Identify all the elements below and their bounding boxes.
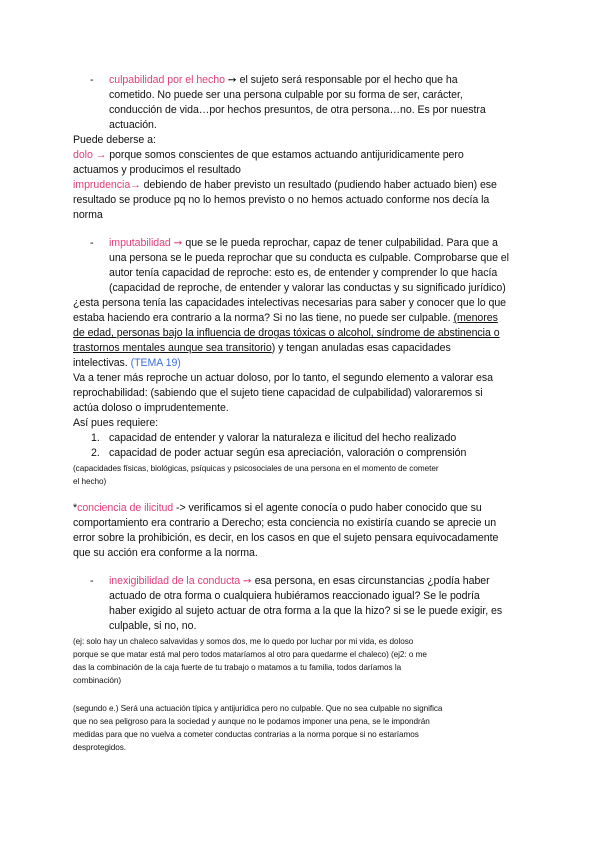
text-span: -> verificamos si el agente conocía o pudo haber conocido que su bbox=[173, 502, 482, 514]
paragraph-line: reprochabilidad: (sabiendo que el sujeto tiene capacidad de culpabilidad) valoraremos si bbox=[73, 387, 483, 399]
bullet-dash: - bbox=[90, 74, 94, 86]
text-span: intelectivas. bbox=[73, 357, 131, 369]
paragraph-line: actuado de otra forma o cualquiera hubiéramos reaccionado igual? Se le podría bbox=[109, 590, 480, 602]
paragraph-line: norma bbox=[73, 209, 103, 221]
paragraph-line bbox=[73, 502, 482, 515]
paragraph-line: autor tenía capacidad de reproche: esto es, de entender y comprender lo que hacía bbox=[109, 267, 498, 279]
text-span: el sujeto será responsable por el hecho que ha bbox=[236, 74, 458, 86]
paragraph-line: ¿esta persona tenía las capacidades intelectivas necesarias para saber y conocer que lo que bbox=[73, 297, 507, 309]
list-item: capacidad de poder actuar según esa apreciación, valoración o comprensión bbox=[109, 447, 467, 459]
paragraph-line: actuación. bbox=[109, 119, 157, 131]
underlined-text: trastornos mentales aunque sea transitorio bbox=[73, 342, 272, 354]
text-span: estaba haciendo era contrario a la norma? Si no las tiene, no puede ser culpable. bbox=[73, 312, 454, 324]
underlined-line: de edad, personas bajo la influencia de drogas tóxicas o alcohol, síndrome de abstinencia o bbox=[73, 327, 500, 339]
paragraph-line bbox=[73, 312, 498, 325]
list-item: capacidad de entender y valorar la naturaleza e ilicitud del hecho realizado bbox=[109, 432, 457, 444]
text-span: esa persona, en esas circunstancias ¿podía haber bbox=[251, 575, 490, 587]
note-line: medidas para que no vuelva a cometer conductas contrarias a la norma porque si no estaríamos bbox=[73, 730, 419, 739]
text-span: ) y tengan anuladas esas capacidades bbox=[271, 342, 451, 354]
paragraph-line: culpable, si no, no. bbox=[109, 620, 197, 632]
paragraph-line: (capacidad de reproche, de entender y valorar las conductas y su significado jurídico) bbox=[109, 282, 506, 294]
arrow-icon: ➙ bbox=[227, 74, 237, 86]
term-inexigibilidad: inexigibilidad de la conducta bbox=[109, 575, 241, 587]
arrow-icon: → bbox=[130, 179, 141, 191]
text-span: que se le pueda reprochar, capaz de tener culpabilidad. Para que a bbox=[182, 237, 498, 249]
text-span: porque somos conscientes de que estamos actuando antijuridicamente pero bbox=[106, 149, 464, 161]
paragraph-line bbox=[73, 149, 464, 162]
paragraph-line: que su acción era conforme a la norma. bbox=[73, 547, 258, 559]
example-line: das la combinación de la caja fuerte de tu trabajo o matamos a tu familia, todos daríamos la bbox=[73, 663, 402, 672]
term-imprudencia: imprudencia bbox=[73, 179, 131, 191]
paragraph-line bbox=[73, 357, 181, 370]
note-line: desprotegidos. bbox=[73, 743, 127, 752]
term-dolo: dolo bbox=[73, 149, 93, 161]
paragraph-line bbox=[109, 237, 498, 250]
list-item-number: 2. bbox=[91, 447, 100, 459]
term-conciencia-ilicitud: conciencia de ilicitud bbox=[77, 502, 174, 514]
note-line: (capacidades físicas, biológicas, psíquicas y psicosociales de una persona en el momento de cometer bbox=[73, 464, 439, 473]
note-line: que no sea peligroso para la sociedad y aunque no le podamos imponer una pena, se le impondrán bbox=[73, 717, 430, 726]
example-line: (ej: solo hay un chaleco salvavidas y somos dos, me lo quedo por luchar por mi vida, es doloso bbox=[73, 637, 414, 646]
list-item-number: 1. bbox=[91, 432, 100, 444]
example-line: combinación) bbox=[73, 676, 122, 685]
paragraph-line: una persona se le pueda reprochar que su conducta es culpable. Comprobarse que el bbox=[109, 252, 509, 264]
paragraph-line: conducción de vida…por hechos presuntos, de otra persona…no. Es por nuestra bbox=[109, 104, 486, 116]
paragraph-line: haber exigido al sujeto actuar de otra forma a la que la hizo? si se le puede exigir, es bbox=[109, 605, 503, 617]
example-line: porque se que matar está mal pero todos mataríamos al otro para quedarme el chaleco) (ej2: o me bbox=[73, 650, 427, 659]
note-line: el hecho) bbox=[73, 477, 107, 486]
underlined-text: (menores bbox=[453, 312, 498, 324]
note-line bbox=[73, 703, 442, 714]
text-span: (segundo e.) bbox=[73, 704, 119, 713]
paragraph-line: Puede deberse a: bbox=[73, 134, 156, 146]
arrow-icon: ➙ bbox=[173, 237, 183, 249]
bullet-dash: - bbox=[90, 575, 94, 587]
paragraph-line bbox=[73, 342, 451, 355]
arrow-icon: ➙ bbox=[242, 575, 252, 587]
paragraph-line: comportamiento era contrario a Derecho; esta conciencia no existiría cuando se aprecie un bbox=[73, 517, 497, 529]
paragraph-line bbox=[109, 74, 458, 87]
paragraph-line: Va a tener más reproche un actuar doloso, por lo tanto, el segundo elemento a valorar esa bbox=[73, 372, 493, 384]
bullet-dash: - bbox=[90, 237, 94, 249]
arrow-icon: → bbox=[95, 149, 107, 161]
paragraph-line: Así pues requiere: bbox=[73, 417, 159, 429]
paragraph-line: actúa doloso o imprudentemente. bbox=[73, 402, 229, 414]
paragraph-line: resultado se produce pq no lo hemos previsto o no hemos actuado conforme nos decía la bbox=[73, 194, 490, 206]
tema-reference: (TEMA 19) bbox=[130, 357, 181, 369]
paragraph-line: cometido. No puede ser una persona culpable por su forma de ser, carácter, bbox=[109, 89, 463, 101]
term-imputabilidad: imputabilidad bbox=[109, 237, 171, 249]
text-span: debiendo de haber previsto un resultado (pudiendo haber actuado bien) ese bbox=[140, 179, 497, 191]
asterisk: * bbox=[73, 502, 78, 514]
paragraph-line bbox=[73, 179, 497, 192]
paragraph-line: actuamos y producimos el resultado bbox=[73, 164, 241, 176]
text-span: Será una actuación típica y antijurídica pero no culpable. Que no sea culpable no significa bbox=[118, 704, 443, 713]
paragraph-line: error sobre la prohibición, es decir, en los casos en que el sujeto pensara equivocadamente bbox=[73, 532, 499, 544]
term-culpabilidad: culpabilidad por el hecho bbox=[109, 74, 225, 86]
paragraph-line bbox=[109, 575, 490, 588]
